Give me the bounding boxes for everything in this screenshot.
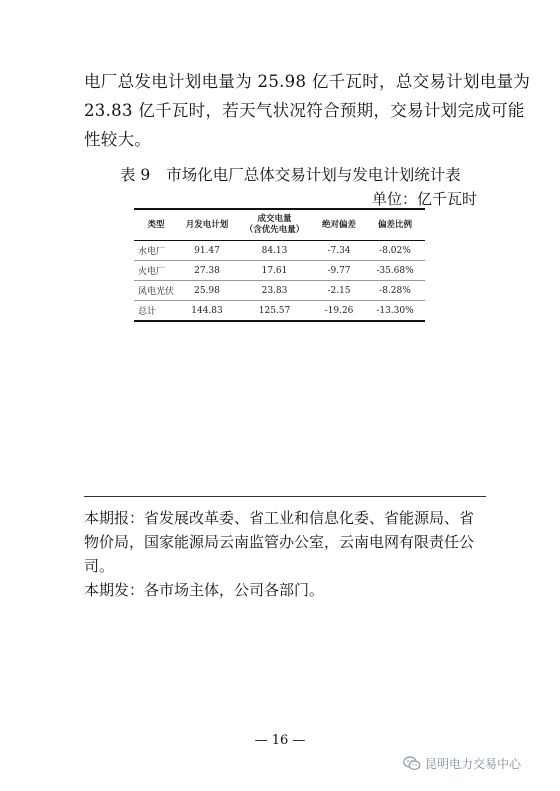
cell-type: 火电厂 [134, 261, 178, 281]
section-divider [84, 496, 486, 497]
table-row [134, 261, 425, 281]
cell-deviation-ratio: -8.28% [365, 281, 425, 301]
body-paragraph [84, 67, 531, 154]
table-row-total [134, 301, 425, 322]
watermark [403, 755, 521, 772]
footer-line: 物价局，国家能源局云南监管办公室，云南电网有限责任公 [84, 533, 475, 551]
cell-type: 总计 [134, 301, 178, 322]
cell-absolute-deviation: -2.15 [313, 281, 365, 301]
watermark-text: 昆明电力交易中心 [425, 757, 522, 771]
cell-absolute-deviation: -19.26 [313, 301, 365, 322]
cell-deviation-ratio: -8.02% [365, 241, 425, 261]
cell-traded-volume: 17.61 [236, 261, 313, 281]
header-traded-volume: 成交电量 （含优先电量） [236, 209, 313, 241]
page-number: — 16 — [254, 733, 306, 748]
unit-label: 单位：亿千瓦时 [372, 190, 478, 208]
cell-deviation-ratio: -35.68% [365, 261, 425, 281]
statistics-table [134, 208, 425, 322]
table-row [134, 241, 425, 261]
cell-traded-volume: 23.83 [236, 281, 313, 301]
table-row [134, 281, 425, 301]
cell-monthly-plan: 91.47 [178, 241, 236, 261]
header-absolute-deviation: 绝对偏差 [313, 209, 365, 241]
footer-line: 本期发：各市场主体，公司各部门。 [84, 581, 325, 599]
cell-monthly-plan: 144.83 [178, 301, 236, 322]
header-monthly-plan: 月发电计划 [178, 209, 236, 241]
cell-traded-volume: 84.13 [236, 241, 313, 261]
table-title: 市场化电厂总体交易计划与发电计划统计表 [166, 166, 461, 184]
footer-line: 司。 [84, 557, 115, 575]
cell-type: 水电厂 [134, 241, 178, 261]
paragraph-line: 电厂总发电计划电量为 25.98 亿千瓦时，总交易计划电量为 [84, 72, 531, 91]
cell-absolute-deviation: -9.77 [313, 261, 365, 281]
table-number: 表 9 [120, 166, 151, 184]
cell-monthly-plan: 27.38 [178, 261, 236, 281]
header-deviation-ratio: 偏差比例 [365, 209, 425, 241]
cell-deviation-ratio: -13.30% [365, 301, 425, 322]
paragraph-line: 性较大。 [84, 130, 152, 149]
header-type: 类型 [134, 209, 178, 241]
distribution-footer [84, 506, 494, 602]
cell-type: 风电光伏 [134, 281, 178, 301]
table-header-row [134, 209, 425, 241]
table-caption [120, 163, 480, 185]
cell-traded-volume: 125.57 [236, 301, 313, 322]
cell-absolute-deviation: -7.34 [313, 241, 365, 261]
wechat-icon [403, 756, 421, 771]
paragraph-line: 23.83 亿千瓦时，若天气状况符合预期，交易计划完成可能 [84, 101, 525, 120]
cell-monthly-plan: 25.98 [178, 281, 236, 301]
footer-line: 本期报：省发展改革委、省工业和信息化委、省能源局、省 [84, 509, 475, 527]
